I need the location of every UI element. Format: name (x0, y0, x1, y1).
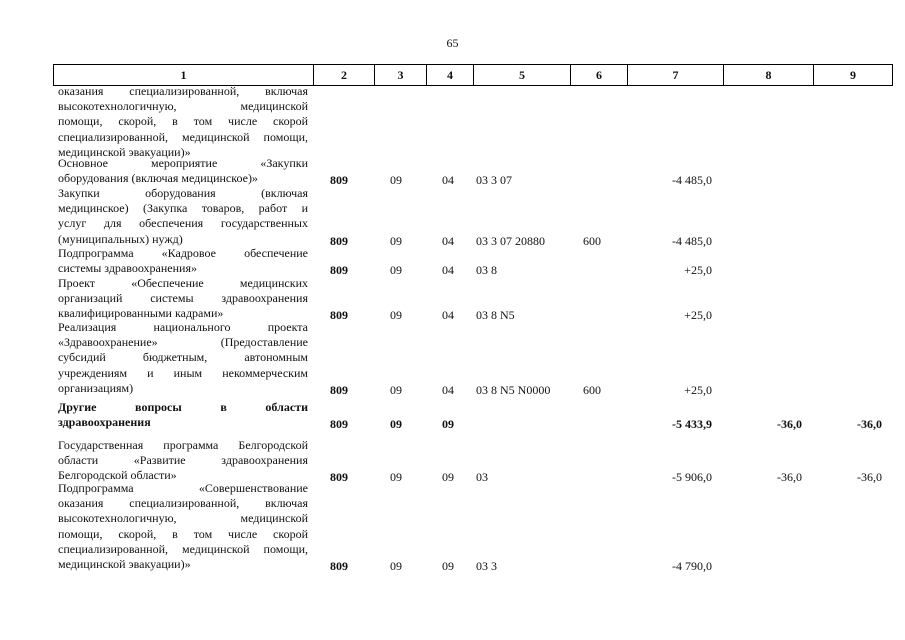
cell-c3: 09 (390, 417, 402, 432)
row-name-line: области «Развитие здравоохранения (58, 453, 308, 468)
row-name-line: медицинской эвакуации)» (58, 144, 191, 159)
cell-c2: 809 (330, 308, 348, 323)
cell-c2: 809 (330, 382, 348, 397)
cell-c9: -36,0 (857, 470, 882, 485)
cell-c7: +25,0 (684, 308, 712, 323)
table-header (53, 64, 893, 86)
row-name-line: высокотехнологичную, медицинской (58, 511, 308, 526)
row-name-line: Реализация национального проекта (58, 320, 308, 334)
row-name (58, 84, 308, 160)
row-name-line: организациям) (58, 380, 134, 395)
cell-c7: -4 485,0 (672, 233, 712, 248)
row-name-line: Основное мероприятие «Закупки (58, 156, 308, 170)
row-name-line: оказания специализированной, включая (58, 84, 308, 98)
header-col-5: 5 (473, 65, 570, 85)
row-name-line: Проект «Обеспечение медицинских (58, 276, 308, 290)
row-name-line: специализированной, медицинской помощи, (58, 129, 308, 144)
row-name (58, 481, 308, 572)
row-name-line: организаций системы здравоохранения (58, 291, 308, 306)
cell-c4: 09 (442, 559, 454, 573)
cell-c4: 04 (442, 308, 454, 323)
row-name (58, 400, 308, 430)
row-name-line: Подпрограмма «Совершенствование (58, 481, 308, 495)
cell-c6: 600 (583, 233, 601, 248)
cell-c6: 600 (583, 382, 601, 397)
row-name-line: Другие вопросы в области (58, 400, 308, 414)
row-name-line: Белгородской области» (58, 468, 177, 483)
row-name-line: Подпрограмма «Кадровое обеспечение (58, 246, 308, 260)
cell-c4: 09 (442, 470, 454, 485)
row-name-line: помощи, скорой, в том числе скорой (58, 114, 308, 129)
row-name-line: системы здравоохранения» (58, 261, 197, 276)
cell-c5: 03 8 N5 N0000 (476, 382, 551, 397)
cell-c7: +25,0 (684, 382, 712, 397)
row-name-line: (муниципальных) нужд) (58, 231, 183, 246)
row-name-line: Закупки оборудования (включая (58, 186, 308, 200)
page-number: 65 (446, 36, 459, 50)
cell-c5: 03 8 N5 (476, 308, 515, 323)
cell-c9: -36,0 (857, 417, 882, 432)
cell-c3: 09 (390, 382, 402, 397)
cell-c7: -4 790,0 (672, 559, 712, 573)
row-name-line: оказания специализированной, включая (58, 496, 308, 511)
row-name-line: медицинской эвакуации)» (58, 557, 191, 572)
cell-c4: 04 (442, 263, 454, 278)
cell-c4: 09 (442, 417, 454, 432)
cell-c3: 09 (390, 308, 402, 323)
cell-c3: 09 (390, 263, 402, 278)
header-col-8: 8 (723, 65, 813, 85)
row-name (58, 186, 308, 247)
row-name-line: помощи, скорой, в том числе скорой (58, 526, 308, 541)
cell-c3: 09 (390, 233, 402, 248)
header-col-1: 1 (53, 65, 313, 85)
row-name (58, 438, 308, 484)
cell-c7: +25,0 (684, 263, 712, 278)
cell-c7: -5 906,0 (672, 470, 712, 485)
header-col-7: 7 (627, 65, 723, 85)
cell-c5: 03 8 (476, 263, 497, 278)
cell-c7: -4 485,0 (672, 173, 712, 188)
cell-c2: 809 (330, 417, 348, 432)
row-name-line: услуг для обеспечения государственных (58, 216, 308, 231)
cell-c3: 09 (390, 470, 402, 485)
cell-c5: 03 3 07 20880 (476, 233, 545, 248)
cell-c4: 04 (442, 382, 454, 397)
row-name-line: специализированной, медицинской помощи, (58, 541, 308, 556)
row-name (58, 276, 308, 322)
header-col-3: 3 (374, 65, 426, 85)
cell-c4: 04 (442, 233, 454, 248)
row-name-line: высокотехнологичную, медицинской (58, 99, 308, 114)
cell-c5: 03 (476, 470, 488, 485)
row-name-line: здравоохранения (58, 415, 151, 430)
row-name-line: Государственная программа Белгородской (58, 438, 308, 452)
cell-c3: 09 (390, 559, 402, 573)
cell-c3: 09 (390, 173, 402, 188)
row-name-line: квалифицированными кадрами» (58, 306, 224, 321)
row-name (58, 156, 308, 186)
row-name-line: медицинское) (Закупка товаров, работ и (58, 201, 308, 216)
cell-c2: 809 (330, 173, 348, 188)
row-name-line: субсидий бюджетным, автономным (58, 350, 308, 365)
row-name-line: учреждениям и иным некоммерческим (58, 365, 308, 380)
header-col-6: 6 (570, 65, 627, 85)
row-name-line: «Здравоохранение» (Предоставление (58, 335, 308, 350)
row-name (58, 320, 308, 396)
cell-c8: -36,0 (777, 417, 802, 432)
cell-c5: 03 3 07 (476, 173, 512, 188)
cell-c8: -36,0 (777, 470, 802, 485)
cell-c2: 809 (330, 470, 348, 485)
cell-c5: 03 3 (476, 559, 497, 573)
cell-c2: 809 (330, 263, 348, 278)
cell-c2: 809 (330, 559, 348, 573)
cell-c7: -5 433,9 (672, 417, 712, 432)
header-col-4: 4 (426, 65, 473, 85)
row-name (58, 246, 308, 276)
cell-c4: 04 (442, 173, 454, 188)
cell-c2: 809 (330, 233, 348, 248)
row-name-line: оборудования (включая медицинское)» (58, 171, 258, 186)
header-col-9: 9 (813, 65, 893, 85)
header-col-2: 2 (313, 65, 374, 85)
